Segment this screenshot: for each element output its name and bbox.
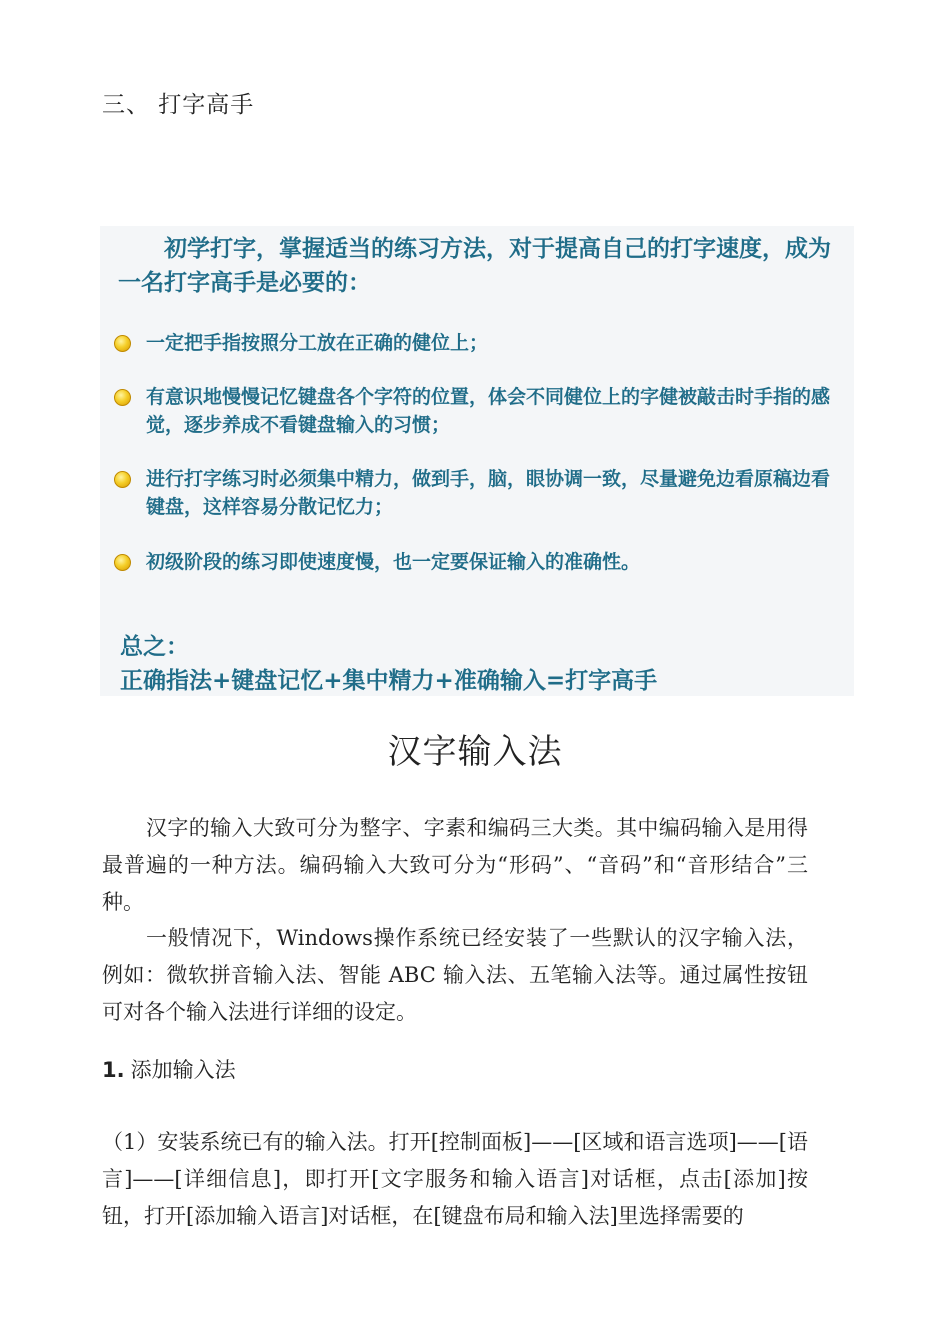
bullet-icon xyxy=(114,554,131,571)
tip-text: 一定把手指按照分工放在正确的健位上； xyxy=(146,332,489,354)
subsection-title: 添加输入法 xyxy=(130,1058,236,1082)
summary-formula: 正确指法+键盘记忆+集中精力+准确输入=打字高手 xyxy=(120,668,658,694)
step-paragraph: （1）安装系统已有的输入法。打开[控制面板]——[区域和语言选项]——[语言]——[详细信息]，即打开[文字服务和输入语言]对话框，点击[添加]按钮，打开[添加输入语言]对话框，在[键盘布局和输入法]里选择需要的 xyxy=(102,1130,808,1228)
section-heading: 三、 打字高手 xyxy=(102,92,255,118)
bullet-icon xyxy=(114,335,131,352)
bullet-icon xyxy=(114,471,131,488)
subsection-number: 1. xyxy=(102,1058,125,1082)
document-title: 汉字输入法 xyxy=(387,732,563,772)
bullet-icon xyxy=(114,389,131,406)
subsection-heading xyxy=(102,1054,236,1084)
typing-tips-panel xyxy=(100,226,854,696)
tip-text: 进行打字练习时必须集中精力，做到手，脑，眼协调一致，尽量避免边看原稿边看键盘，这样容易分散记忆力； xyxy=(146,468,831,518)
summary-label: 总之： xyxy=(120,634,189,660)
summary-block xyxy=(120,630,657,698)
tips-intro: 初学打字，掌握适当的练习方法，对于提高自己的打字速度，成为一名打字高手是必要的： xyxy=(118,236,831,296)
body-paragraph: 一般情况下，Windows操作系统已经安装了一些默认的汉字输入法，例如：微软拼音输入法、智能 ABC 输入法、五笔输入法等。通过属性按钮可对各个输入法进行详细的设定。 xyxy=(102,926,808,1024)
tip-text: 初级阶段的练习即使速度慢，也一定要保证输入的准确性。 xyxy=(146,551,641,573)
body-paragraph: 汉字的输入大致可分为整字、字素和编码三大类。其中编码输入是用得最普遍的一种方法。编码输入大致可分为“形码”、“音码”和“音形结合”三种。 xyxy=(102,816,808,914)
tip-text: 有意识地慢慢记忆键盘各个字符的位置，体会不同健位上的字健被敲击时手指的感觉，逐步养成不看键盘输入的习惯； xyxy=(146,386,831,436)
